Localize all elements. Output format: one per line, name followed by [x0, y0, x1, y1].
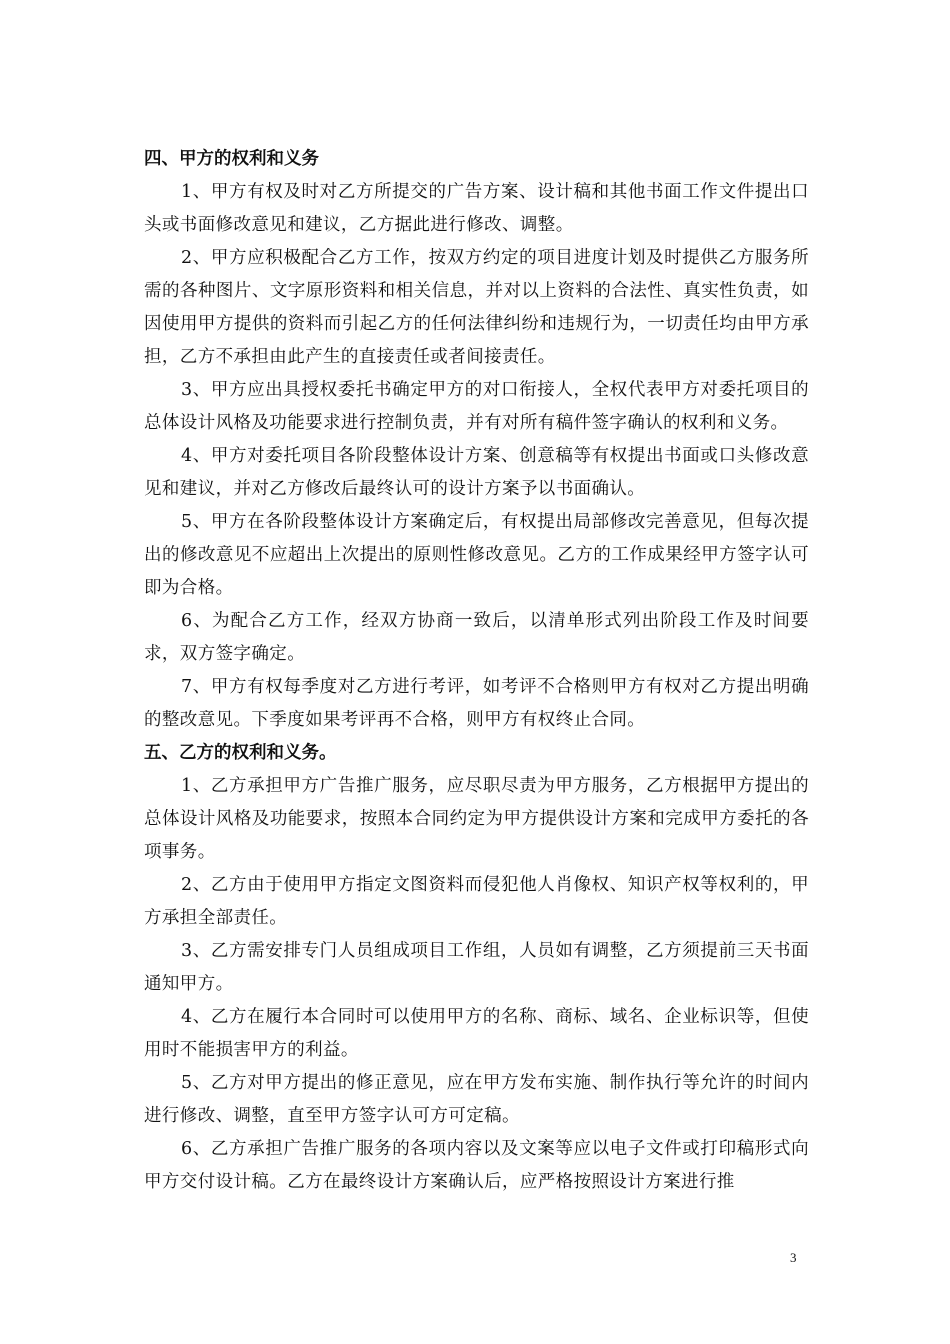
section-4-item-6: 6、为配合乙方工作，经双方协商一致后，以清单形式列出阶段工作及时间要求，双方签字确定。	[144, 611, 809, 664]
section-4-heading: 四、甲方的权利和义务	[144, 149, 319, 169]
section-5-item-3: 3、乙方需安排专门人员组成项目工作组，人员如有调整，乙方须提前三天书面通知甲方。	[144, 941, 809, 994]
section-5-heading: 五、乙方的权利和义务。	[144, 743, 337, 763]
section-4-item-7: 7、甲方有权每季度对乙方进行考评，如考评不合格则甲方有权对乙方提出明确的整改意见。下季度如果考评再不合格，则甲方有权终止合同。	[144, 677, 809, 730]
section-5-item-4: 4、乙方在履行本合同时可以使用甲方的名称、商标、域名、企业标识等，但使用时不能损害甲方的利益。	[144, 1007, 809, 1060]
section-4-item-5: 5、甲方在各阶段整体设计方案确定后，有权提出局部修改完善意见，但每次提出的修改意见不应超出上次提出的原则性修改意见。乙方的工作成果经甲方签字认可即为合格。	[144, 512, 809, 598]
section-4-item-1: 1、甲方有权及时对乙方所提交的广告方案、设计稿和其他书面工作文件提出口头或书面修改意见和建议，乙方据此进行修改、调整。	[144, 182, 809, 235]
page-number: 3	[790, 1250, 797, 1265]
section-5-item-5: 5、乙方对甲方提出的修正意见，应在甲方发布实施、制作执行等允许的时间内进行修改、调整，直至甲方签字认可方可定稿。	[144, 1073, 809, 1126]
section-4-item-4: 4、甲方对委托项目各阶段整体设计方案、创意稿等有权提出书面或口头修改意见和建议，并对乙方修改后最终认可的设计方案予以书面确认。	[144, 446, 809, 499]
section-5-item-6: 6、乙方承担广告推广服务的各项内容以及文案等应以电子文件或打印稿形式向甲方交付设计稿。乙方在最终设计方案确认后，应严格按照设计方案进行推	[144, 1139, 809, 1192]
section-5-item-1: 1、乙方承担甲方广告推广服务，应尽职尽责为甲方服务，乙方根据甲方提出的总体设计风格及功能要求，按照本合同约定为甲方提供设计方案和完成甲方委托的各项事务。	[144, 776, 809, 862]
section-5-item-2: 2、乙方由于使用甲方指定文图资料而侵犯他人肖像权、知识产权等权利的，甲方承担全部责任。	[144, 875, 809, 928]
document-page	[144, 143, 809, 1199]
section-4-item-3: 3、甲方应出具授权委托书确定甲方的对口衔接人，全权代表甲方对委托项目的总体设计风格及功能要求进行控制负责，并有对所有稿件签字确认的权利和义务。	[144, 380, 809, 433]
section-4-item-2: 2、甲方应积极配合乙方工作，按双方约定的项目进度计划及时提供乙方服务所需的各种图片、文字原形资料和相关信息，并对以上资料的合法性、真实性负责，如因使用甲方提供的资料而引起乙方的任何法律纠纷和违规行为，一切责任均由甲方承担，乙方不承担由此产生的直接责任或者间接责任。	[144, 248, 809, 367]
